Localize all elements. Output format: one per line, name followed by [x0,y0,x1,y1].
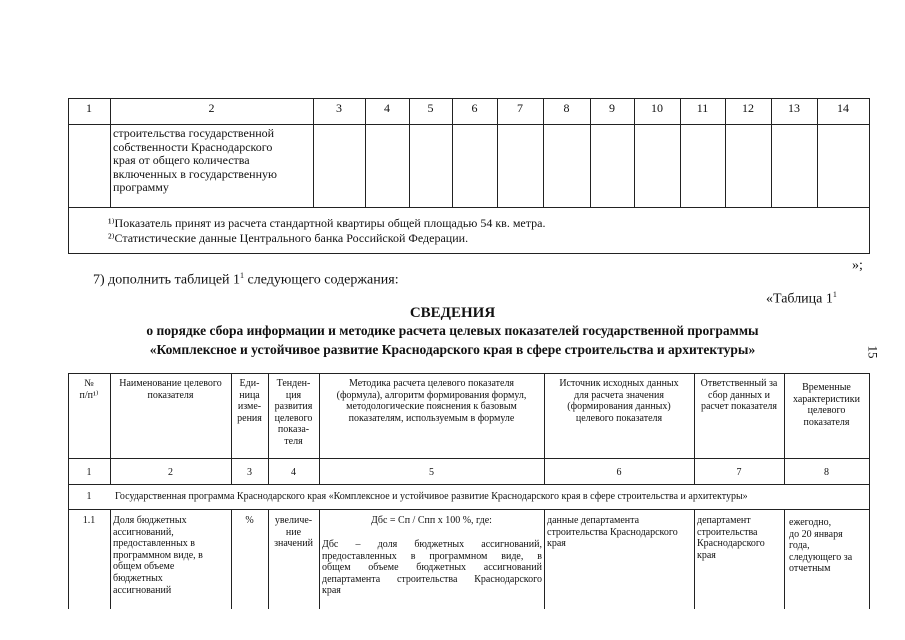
closing-quote: »; [852,258,863,273]
document-subtitle-1: о порядке сбора информации и методике расчета целевых показателей государственной программы [146,323,759,338]
upper-table-right-border [869,98,870,254]
upper-row-indicator-name [113,127,311,195]
header-line: ница [239,389,260,401]
upper-header-4: 4 [384,103,390,115]
cell-line: данные департамента [547,515,640,526]
instruction-rest: следующего содержания: [244,272,399,288]
upper-header-10: 10 [651,103,663,115]
header-line: (формирования данных) [567,401,671,413]
table-label-sup: 1 [832,290,837,299]
cell-line: увеличе- [274,515,313,526]
lower-header-border [68,458,870,459]
header-line: Временные [802,382,851,393]
upper-table-bottom-border [68,253,870,254]
header-line: Методика расчета целевого показателя [348,378,515,389]
page-number: 15 [865,345,881,359]
header-line: характеристики [792,393,860,405]
lower-number-1: 1 [86,467,92,478]
lower-number-5: 5 [429,467,434,478]
header-line: для расчета значения [574,389,664,401]
lower-col-divider [694,509,695,609]
cell-line: края [322,585,341,597]
header-line: развития [274,401,313,413]
header-line: Тенден- [276,378,311,389]
lower-col-divider [110,509,111,609]
lower-numbers-border [68,484,870,485]
section-row-text: Государственная программа Краснодарского края «Комплексное и устойчивое развитие Краснодарского края в сфере строительства и архитектуры» [115,491,748,502]
cell-line: Дбс – доля бюджетных ассигнований, [322,539,542,550]
upper-table-row-border [68,207,870,208]
cell-line: ежегодно, [789,517,832,528]
header-line: сбор данных и [708,389,770,401]
cell-line: ние [285,526,302,538]
cell-line: края [697,549,716,561]
cell-line: Краснодарского [697,538,765,550]
upper-header-1: 1 [86,103,92,115]
row-1-1-indicator-name [113,515,229,596]
upper-row-line: собственности Краснодарского [113,139,273,154]
header-line: показа- [277,424,310,436]
lower-col-divider [784,509,785,609]
table-label-text: «Таблица 1 [766,291,833,307]
section-row-number: 1 [86,491,92,502]
cell-line: ассигнований [113,584,172,596]
cell-line: края [547,538,566,550]
cell-line: предоставленных в [113,538,196,550]
upper-table-footnotes [108,216,808,246]
row-1-1-source [547,515,693,550]
footnote-2: ²⁾Статистические данные Центрального банка Российской Федерации. [108,231,469,245]
row-1-1-number: 1.1 [82,515,96,526]
cell-line: общем объеме бюджетных ассигнований [322,562,542,574]
instruction-text [93,271,399,289]
upper-row-line: программу [113,180,169,195]
upper-row-line: включенных в государственную [113,166,277,181]
upper-header-13: 13 [788,103,800,115]
lower-number-4: 4 [291,467,296,478]
header-line: показателя [803,416,850,428]
row-1-1-explanation [322,539,542,597]
lower-number-6: 6 [616,467,622,478]
cell-line: программном виде, в [113,549,203,561]
cell-line: до 20 января [789,528,843,540]
header-line: показателям, используемым в формуле [348,412,515,424]
cell-line: бюджетных [113,572,163,584]
header-line: (формула), алгоритм формирования формул, [336,389,527,401]
upper-header-12: 12 [742,103,754,115]
cell-line: общем объеме [113,561,175,573]
lower-table-top-border [68,373,870,374]
upper-header-5: 5 [427,103,434,115]
upper-header-2: 2 [208,103,215,115]
cell-line: следующего за [789,551,853,563]
lower-header-col-4 [268,378,319,448]
header-line: Наименование целевого [119,378,222,389]
upper-header-7: 7 [517,103,523,115]
header-line: теля [284,435,303,447]
header-line: целевого показателя [575,412,663,424]
lower-header-col-3 [231,378,268,424]
header-line: методологические пояснения к базовым [346,401,517,413]
upper-header-3: 3 [336,103,342,115]
cell-line: строительства Краснодарского [547,526,678,538]
cell-line: Доля бюджетных [113,515,187,526]
lower-header-col-2 [110,378,231,401]
cell-line: ассигнований, [113,526,174,538]
header-line: изме- [237,401,262,413]
header-line: Источник исходных данных [559,378,679,389]
instruction-main: 7) дополнить таблицей 1 [93,272,241,288]
lower-section-border [68,509,870,510]
header-line: рения [237,412,262,424]
row-1-1-trend [268,515,319,550]
upper-header-14: 14 [837,103,849,115]
document-subtitle-2: «Комплексное и устойчивое развитие Краснодарского края в сфере строительства и архитектуры» [149,342,756,357]
row-1-1-responsible [697,515,783,561]
header-line: расчет показателя [700,401,778,413]
cell-line: отчетным [789,563,831,575]
cell-line: департамента строительства Краснодарского [322,573,542,585]
lower-number-2: 2 [168,467,173,478]
upper-header-6: 6 [471,103,478,115]
upper-table-left-border [68,98,69,254]
lower-header-col-1 [68,378,110,401]
header-line: целевого [807,405,846,417]
cell-line: строительства [697,526,758,538]
header-line: Ответственный за [700,378,778,389]
header-line: № [84,378,94,389]
upper-header-9: 9 [609,103,615,115]
lower-header-col-6 [544,378,694,424]
lower-table-right-border [869,373,870,609]
cell-line: года, [789,540,810,552]
lower-number-3: 3 [247,467,252,478]
header-line: целевого [274,412,313,424]
upper-table-header-border [68,124,870,125]
row-1-1-timing [789,517,868,575]
upper-row-line: края от общего количества [113,153,250,168]
instruction-sup: 1 [240,271,245,280]
lower-header-col-7 [694,378,784,413]
header-line: ция [285,389,302,401]
lower-header-col-8 [784,382,869,428]
cell-line: значений [274,538,313,550]
document-title: СВЕДЕНИЯ [409,305,496,321]
header-line: показателя [147,389,194,401]
upper-header-8: 8 [563,103,570,115]
header-line: п/п¹⁾ [79,389,99,401]
lower-number-8: 8 [824,467,829,478]
row-1-1-formula: Дбс = Сп / Спп x 100 %, где: [371,515,492,526]
cell-line: департамент [697,515,751,526]
upper-table-top-border [68,98,870,99]
lower-col-divider [544,509,545,609]
footnote-1: ¹⁾Показатель принят из расчета стандартной квартиры общей площадью 54 кв. метра. [108,216,546,230]
upper-row-line: строительства государственной [113,127,275,140]
cell-line: предоставленных в программном виде, в [322,550,542,562]
lower-number-7: 7 [736,467,742,478]
upper-header-11: 11 [696,103,709,115]
header-line: Еди- [239,378,260,389]
row-1-1-unit: % [245,515,254,526]
lower-header-col-5 [319,378,544,424]
